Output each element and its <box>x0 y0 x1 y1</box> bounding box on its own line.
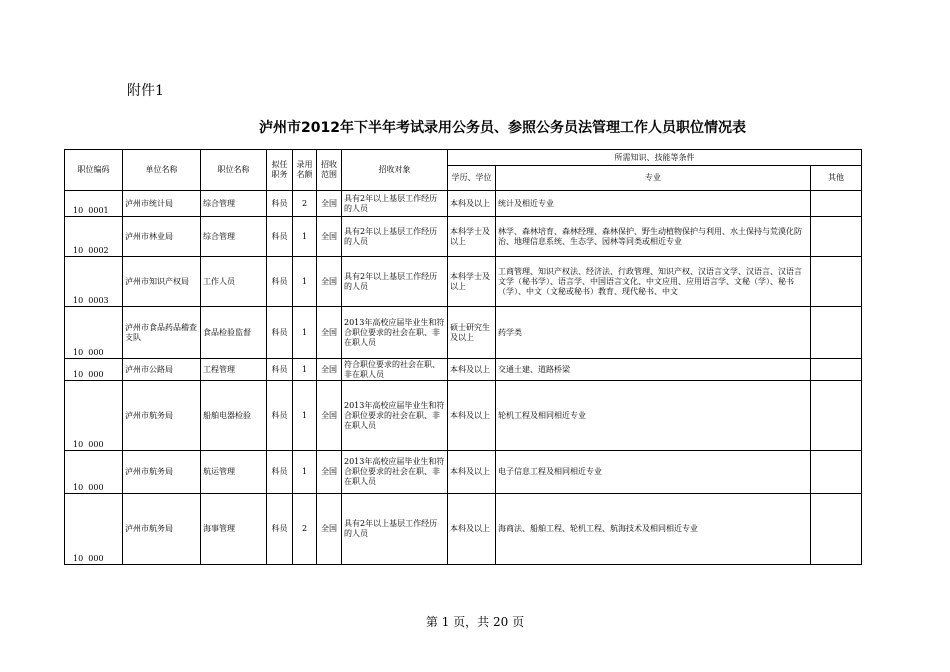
table-row <box>65 451 862 494</box>
row-code: 10 000 <box>65 307 123 359</box>
row-target: 具有2年以上基层工作经历的人员 <box>342 494 448 565</box>
row-position: 工作人员 <box>201 257 267 307</box>
row-scope: 全国 <box>317 359 342 381</box>
row-unit: 泸州市航务局 <box>123 381 201 451</box>
row-target: 具有2年以上基层工作经历的人员 <box>342 217 448 257</box>
row-education: 本科学士及以上 <box>448 217 496 257</box>
row-unit: 泸州市航务局 <box>123 451 201 494</box>
row-other <box>811 451 862 494</box>
row-target: 符合职位要求的社会在职、非在职人员 <box>342 359 448 381</box>
row-target: 2013年高校应届毕业生和符合职位要求的社会在职、非在职人员 <box>342 381 448 451</box>
row-quota: 2 <box>293 494 317 565</box>
row-scope: 全国 <box>317 217 342 257</box>
row-position: 航运管理 <box>201 451 267 494</box>
row-code: 10 000 <box>65 451 123 494</box>
row-position: 综合管理 <box>201 217 267 257</box>
row-rank: 科员 <box>267 307 293 359</box>
row-other <box>811 191 862 217</box>
row-other <box>811 257 862 307</box>
attachment-label: 附件1 <box>127 83 164 99</box>
header-code: 职位编码 <box>65 150 123 191</box>
row-rank: 科员 <box>267 381 293 451</box>
row-quota: 2 <box>293 191 317 217</box>
header-quota: 录用名额 <box>293 150 317 191</box>
row-target: 具有2年以上基层工作经历的人员 <box>342 191 448 217</box>
row-major: 轮机工程及相同相近专业 <box>496 381 811 451</box>
table-row <box>65 191 862 217</box>
row-major: 工商管理、知识产权法、经济法、行政管理、知识产权、汉语言文学、汉语言、汉语言文学（秘书学）、语言学、中国语言文化、中文应用、应用语言学、文秘（学）、秘书（学）、中文（文秘或秘书）教育、现代秘书、中文 <box>496 257 811 307</box>
row-quota: 1 <box>293 257 317 307</box>
row-target: 2013年高校应届毕业生和符合职位要求的社会在职、非在职人员 <box>342 451 448 494</box>
row-rank: 科员 <box>267 257 293 307</box>
row-code: 10 0002 <box>65 217 123 257</box>
table-row <box>65 257 862 307</box>
row-major: 海商法、船舶工程、轮机工程、航海技术及相同相近专业 <box>496 494 811 565</box>
row-position: 综合管理 <box>201 191 267 217</box>
row-quota: 1 <box>293 359 317 381</box>
header-other: 其他 <box>811 166 862 191</box>
positions-table <box>64 149 862 565</box>
table-row <box>65 307 862 359</box>
row-other <box>811 381 862 451</box>
row-rank: 科员 <box>267 451 293 494</box>
row-major: 统计及相近专业 <box>496 191 811 217</box>
row-education: 本科及以上 <box>448 359 496 381</box>
row-unit: 泸州市公路局 <box>123 359 201 381</box>
header-scope: 招收范围 <box>317 150 342 191</box>
row-scope: 全国 <box>317 381 342 451</box>
row-quota: 1 <box>293 381 317 451</box>
row-unit: 泸州市统计局 <box>123 191 201 217</box>
row-target: 具有2年以上基层工作经历的人员 <box>342 257 448 307</box>
row-education: 本科及以上 <box>448 451 496 494</box>
row-position: 工程管理 <box>201 359 267 381</box>
header-rank: 拟任职务 <box>267 150 293 191</box>
row-scope: 全国 <box>317 307 342 359</box>
row-code: 10 0003 <box>65 257 123 307</box>
row-rank: 科员 <box>267 217 293 257</box>
row-unit: 泸州市航务局 <box>123 494 201 565</box>
page-title: 泸州市2012年下半年考试录用公务员、参照公务员法管理工作人员职位情况表 <box>259 120 746 136</box>
row-code: 10 000 <box>65 381 123 451</box>
row-other <box>811 217 862 257</box>
row-education: 本科及以上 <box>448 381 496 451</box>
row-unit: 泸州市食品药品稽查支队 <box>123 307 201 359</box>
row-rank: 科员 <box>267 494 293 565</box>
header-unit: 单位名称 <box>123 150 201 191</box>
row-unit: 泸州市知识产权局 <box>123 257 201 307</box>
header-row-1 <box>65 150 862 166</box>
header-position: 职位名称 <box>201 150 267 191</box>
row-major: 电子信息工程及相同相近专业 <box>496 451 811 494</box>
table-row <box>65 359 862 381</box>
row-position: 船舶电器检验 <box>201 381 267 451</box>
row-position: 海事管理 <box>201 494 267 565</box>
row-quota: 1 <box>293 217 317 257</box>
row-scope: 全国 <box>317 451 342 494</box>
row-education: 硕士研究生及以上 <box>448 307 496 359</box>
row-quota: 1 <box>293 307 317 359</box>
row-code: 10 0001 <box>65 191 123 217</box>
table-row <box>65 494 862 565</box>
header-education: 学历、学位 <box>448 166 496 191</box>
row-scope: 全国 <box>317 494 342 565</box>
row-quota: 1 <box>293 451 317 494</box>
row-scope: 全国 <box>317 191 342 217</box>
header-target: 招收对象 <box>342 150 448 191</box>
row-unit: 泸州市林业局 <box>123 217 201 257</box>
page-footer: 第 1 页，共 20 页 <box>425 615 525 629</box>
row-rank: 科员 <box>267 359 293 381</box>
table-row <box>65 217 862 257</box>
header-conditions: 所需知识、技能等条件 <box>448 150 862 166</box>
row-education: 本科学士及以上 <box>448 257 496 307</box>
row-major: 林学、森林培育、森林经理、森林保护、野生动植物保护与利用、水土保持与荒漠化防治、地理信息系统、生态学、园林等同类或相近专业 <box>496 217 811 257</box>
row-code: 10 000 <box>65 359 123 381</box>
row-other <box>811 307 862 359</box>
row-major: 交通土建、道路桥梁 <box>496 359 811 381</box>
row-education: 本科及以上 <box>448 191 496 217</box>
row-major: 药学类 <box>496 307 811 359</box>
row-target: 2013年高校应届毕业生和符合职位要求的社会在职、非在职人员 <box>342 307 448 359</box>
row-other <box>811 494 862 565</box>
row-code: 10 000 <box>65 494 123 565</box>
row-rank: 科员 <box>267 191 293 217</box>
row-other <box>811 359 862 381</box>
row-education: 本科及以上 <box>448 494 496 565</box>
row-position: 食品检验监督 <box>201 307 267 359</box>
table-row <box>65 381 862 451</box>
header-major: 专业 <box>496 166 811 191</box>
row-scope: 全国 <box>317 257 342 307</box>
